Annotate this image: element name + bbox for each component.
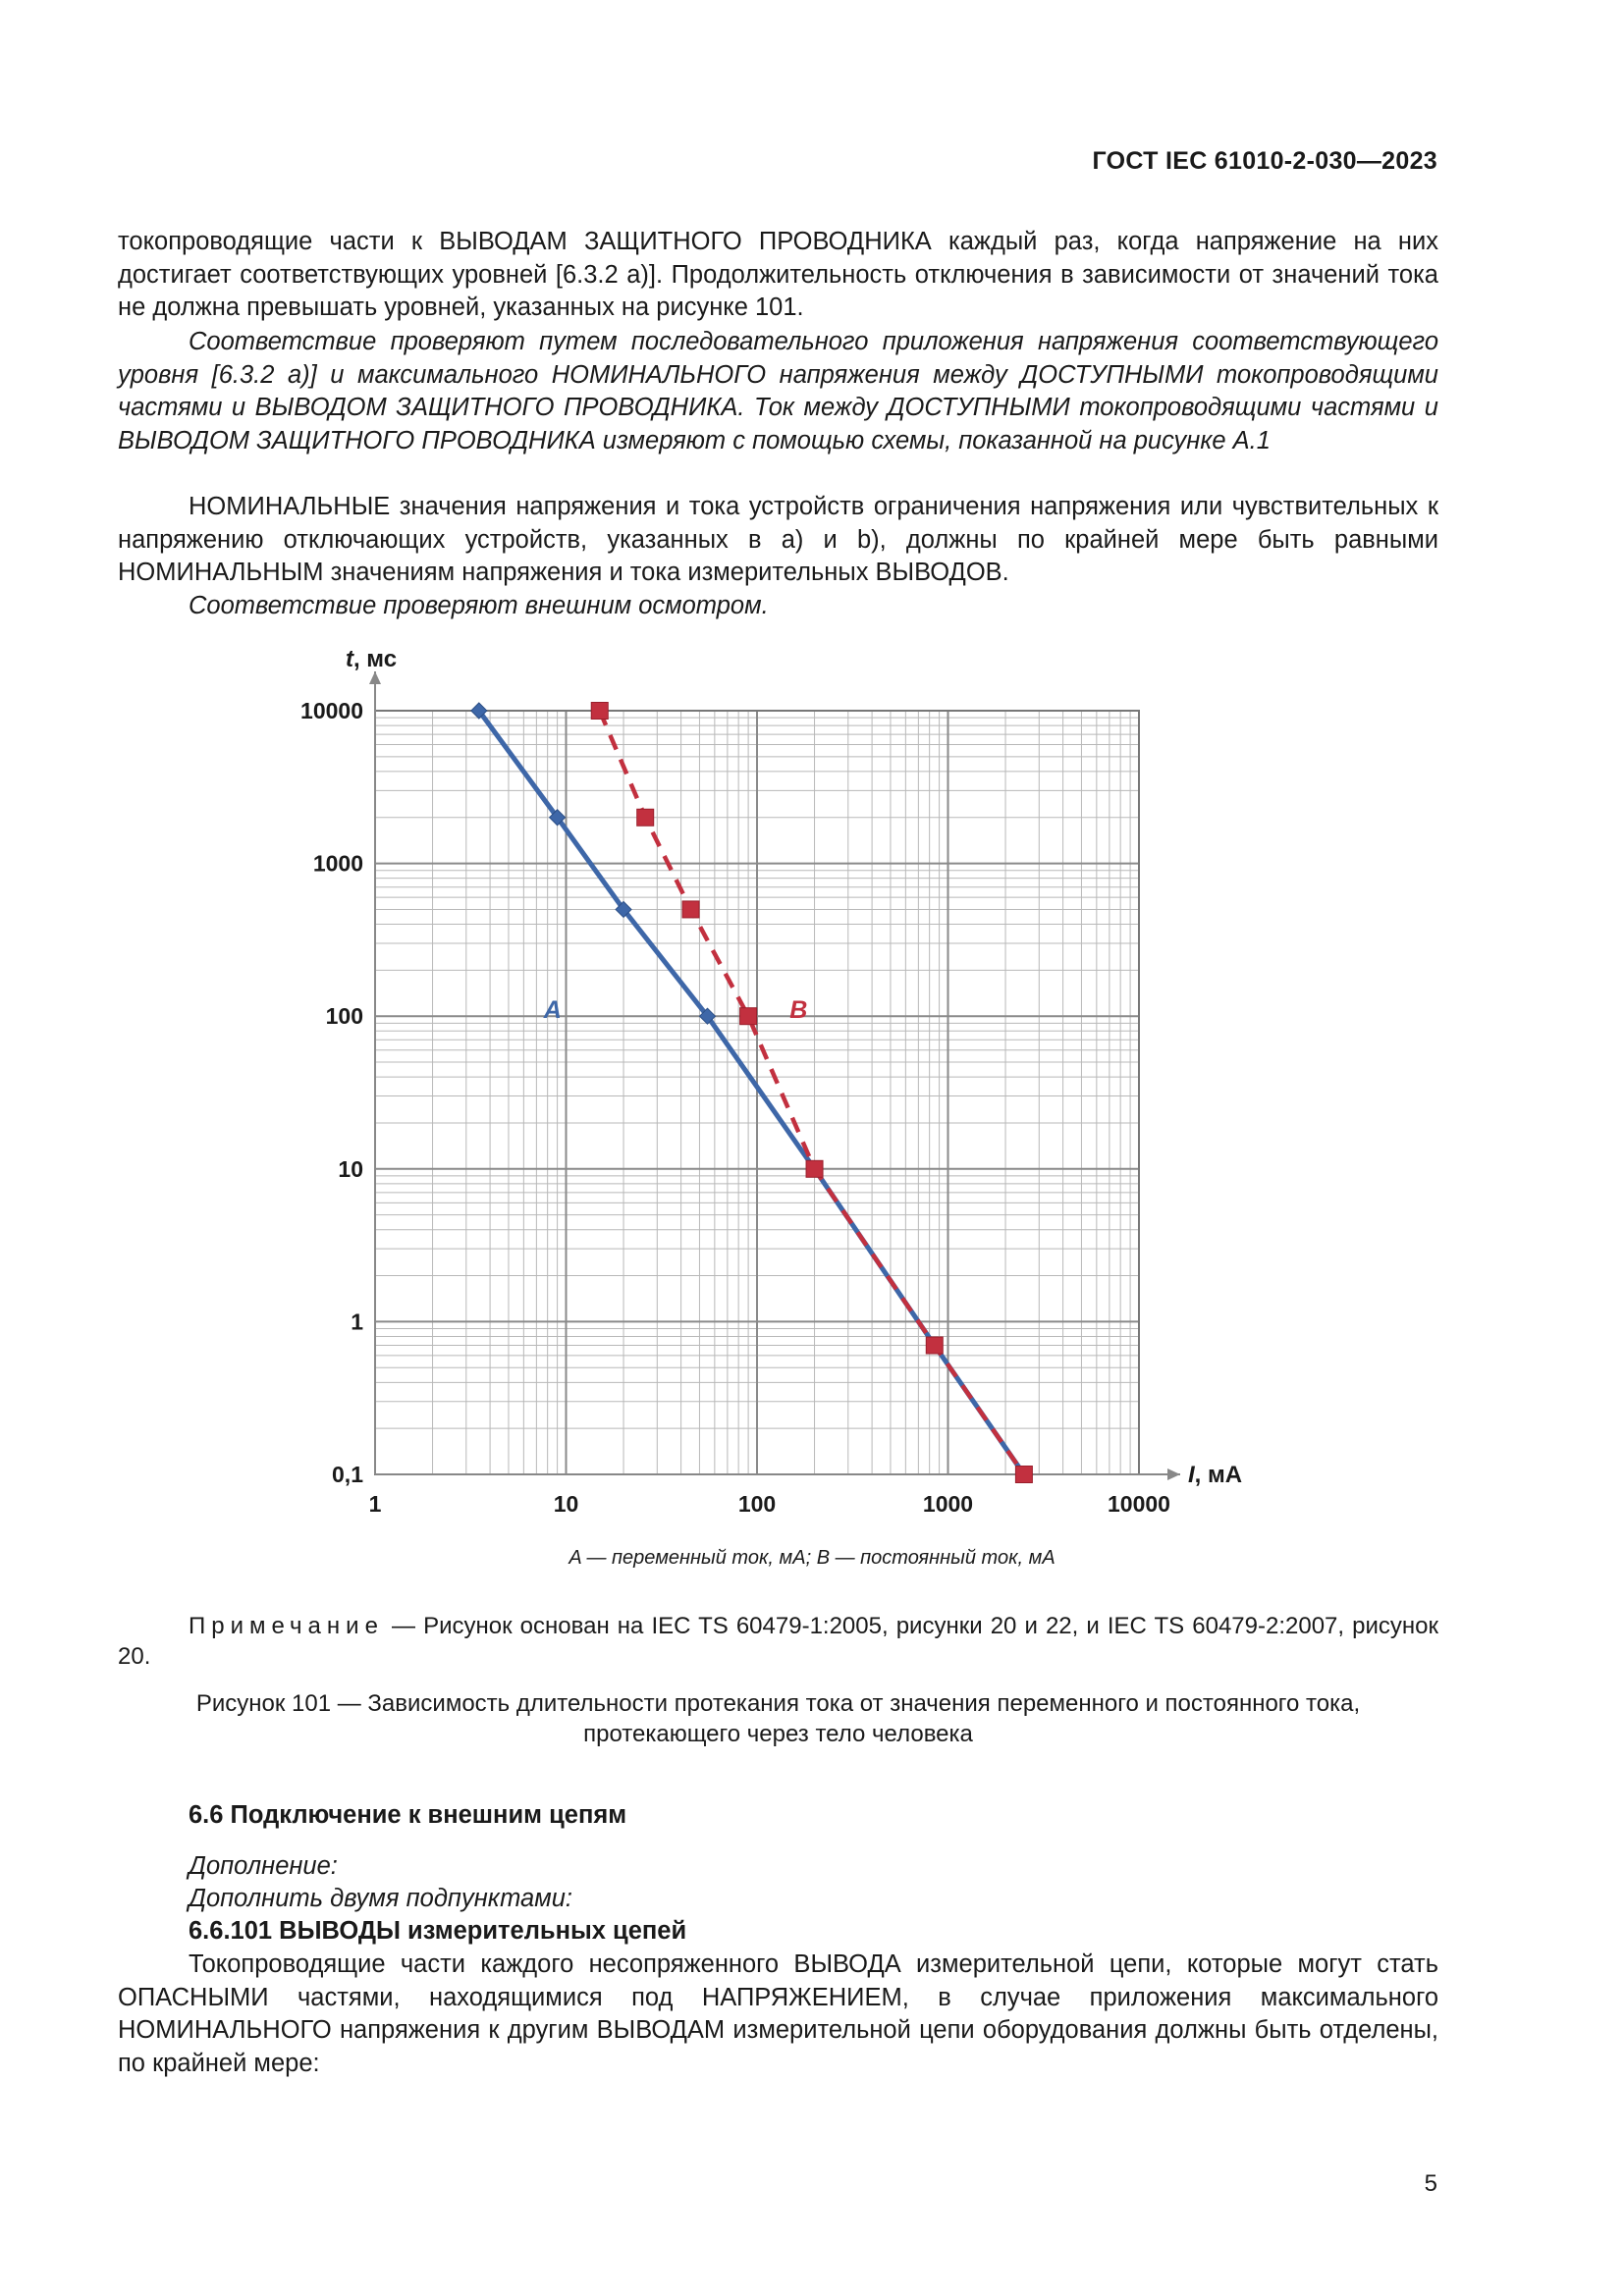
x-axis-label bbox=[1188, 1462, 1242, 1488]
y-tick-label: 100 bbox=[325, 1003, 363, 1030]
y-tick-label: 1 bbox=[351, 1308, 363, 1335]
paragraph-requirement: токопроводящие части к ВЫВОДАМ ЗАЩИТНОГО ПРОВОДНИКА каждый раз, когда напряжение на них достигает соответствующих уровней [6.3.2 а)]. Продолжительность отключения в зависимости от значений тока не должна превышать уровней, указанных на рисунке 101. bbox=[118, 228, 1438, 321]
series-a-label: A bbox=[543, 996, 562, 1025]
y-tick-label: 10 bbox=[338, 1155, 363, 1182]
y-axis-label bbox=[346, 646, 397, 672]
x-axis-unit: , мА bbox=[1194, 1462, 1243, 1488]
figure-caption: Рисунок 101 — Зависимость длительности протекания тока от значения переменного и постоянного тока, протекающего через тело человека bbox=[195, 1690, 1361, 1747]
y-axis-symbol: t bbox=[345, 646, 353, 672]
figure-101-chart bbox=[285, 633, 1267, 1551]
y-tick-label: 10000 bbox=[300, 698, 363, 723]
y-axis-arrow bbox=[369, 671, 381, 684]
page-number: 5 bbox=[1424, 2170, 1437, 2197]
x-axis-symbol: I bbox=[1188, 1462, 1195, 1488]
series-b-point bbox=[926, 1337, 943, 1354]
note-label: Примечание bbox=[189, 1613, 384, 1639]
paragraph-rated-values: НОМИНАЛЬНЫЕ значения напряжения и тока устройств ограничения напряжения или чувствительных к напряжению отключающих устройств, указанных в а) и b), должны по крайней мере быть равными НОМИНАЛЬНЫМ значениям напряжения и тока измерительных ВЫВОДОВ. bbox=[118, 493, 1438, 586]
series-b-point bbox=[1015, 1467, 1032, 1483]
x-tick-label: 1000 bbox=[922, 1491, 974, 1517]
document-header: ГОСТ IEC 61010-2-030—2023 bbox=[1092, 147, 1437, 175]
paragraph-compliance-test: Соответствие проверяют путем последовательного приложения напряжения соответствующего уровня [6.3.2 а)] и максимального НОМИНАЛЬНОГО напряжения между ДОСТУПНЫМИ токопроводящими частями и ВЫВОДОМ ЗАЩИТНОГО ПРОВОДНИКА. Ток между ДОСТУПНЫМИ токопроводящими частями и ВЫВОДОМ ЗАЩИТНОГО ПРОВОДНИКА измеряют с помощью схемы, показанной на рисунке А.1 bbox=[118, 328, 1438, 454]
series-b-point bbox=[806, 1160, 823, 1177]
paragraph-measuring-terminals: Токопроводящие части каждого несопряженного ВЫВОДА измерительной цепи, которые могут стать ОПАСНЫМИ частями, находящимися под НАПРЯЖЕНИЕМ, в случае приложения максимального НОМИНАЛЬНОГО напряжения к другим ВЫВОДАМ измерительной цепи оборудования должны быть отделены, по крайней мере: bbox=[118, 1950, 1438, 2077]
y-tick-label: 1000 bbox=[312, 850, 363, 877]
figure-legend: A — переменный ток, мА; B — постоянный ток, мА bbox=[568, 1547, 1056, 1569]
x-tick-label: 1 bbox=[368, 1491, 382, 1517]
x-axis-arrow bbox=[1167, 1468, 1180, 1480]
addition-instruction: Дополнить двумя подпунктами: bbox=[189, 1885, 572, 1912]
x-tick-label: 100 bbox=[737, 1491, 777, 1517]
x-tick-label: 10000 bbox=[1108, 1491, 1170, 1517]
chart-canvas bbox=[285, 633, 1267, 1546]
addition-label: Дополнение: bbox=[189, 1852, 338, 1880]
series-b-point bbox=[740, 1008, 757, 1025]
x-tick-label: 10 bbox=[553, 1491, 579, 1517]
series-b-label: B bbox=[789, 996, 808, 1025]
y-axis-unit: , мс bbox=[352, 646, 398, 672]
section-heading-6-6: 6.6 Подключение к внешним цепям bbox=[189, 1801, 627, 1829]
series-b-point bbox=[682, 901, 699, 918]
figure-note bbox=[118, 1611, 1438, 1672]
subsection-heading-6-6-101: 6.6.101 ВЫВОДЫ измерительных цепей bbox=[189, 1917, 687, 1945]
y-tick-label: 0,1 bbox=[332, 1462, 363, 1487]
paragraph-inspection: Соответствие проверяют внешним осмотром. bbox=[189, 592, 769, 619]
series-b-point bbox=[591, 703, 608, 720]
series-b-point bbox=[637, 809, 654, 826]
note-text: — Рисунок основан на IEC TS 60479-1:2005, рисунки 20 и 22, и IEC TS 60479-2:2007, рисунок 20. bbox=[118, 1613, 1438, 1670]
